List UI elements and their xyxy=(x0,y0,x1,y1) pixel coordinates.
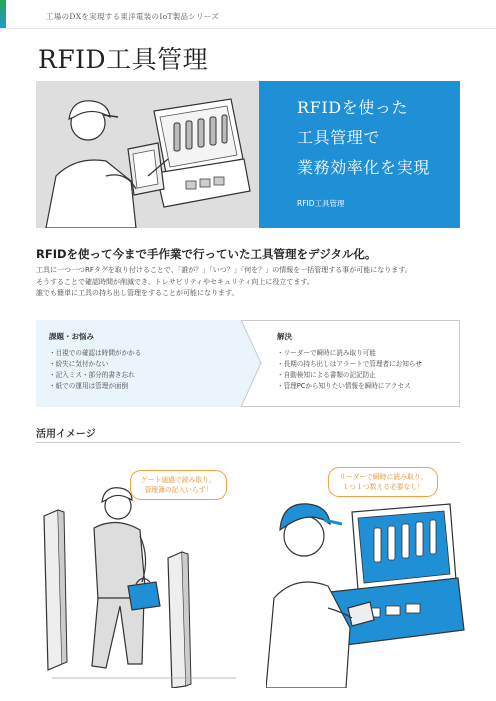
list-item: ・リーダーで瞬時に読み取り可能 xyxy=(277,349,376,357)
bubble-line: １つ１つ数える必要なし！ xyxy=(342,483,424,491)
bubble-line: リーダーで瞬時に読み取り。 xyxy=(339,473,428,481)
issues-list xyxy=(49,348,141,392)
header-rule xyxy=(0,28,496,29)
series-label: 工場のDXを実現する東洋電装のIoT製品シリーズ xyxy=(46,12,220,21)
solutions-column xyxy=(265,321,461,406)
page-header xyxy=(0,0,496,28)
list-item: ・紛失に気付かない xyxy=(49,360,109,368)
usage-section-title: 活用イメージ xyxy=(36,429,96,440)
intro-paragraph: そうすることで確認時間が削減でき、トレサビリティやセキュリティ向上に役立てます。 xyxy=(36,277,314,286)
intro-paragraph: 工具に一つ一つRFタグを取り付けることで、「誰が？」「いつ？」「何を？」の情報を一括管理する事が可能になります。 xyxy=(36,266,412,274)
intro-paragraph: 誰でも簡単に工具の持ち出し管理をすることが可能になります。 xyxy=(36,289,239,297)
issues-heading: 課題・お悩み xyxy=(49,332,94,341)
speech-bubble-gate xyxy=(130,470,227,500)
issues-column xyxy=(37,321,237,406)
worker-with-tablet-illustration xyxy=(36,81,259,228)
bubble-line: ゲート通過で読み取り。 xyxy=(141,476,216,484)
list-item: ・目視での確認は時間がかかる xyxy=(49,349,142,357)
usage-section-rule xyxy=(36,442,460,443)
solutions-heading: 解決 xyxy=(277,332,292,341)
intro-body xyxy=(36,265,466,300)
issues-solutions-box xyxy=(36,320,460,407)
hero-line-3: 業務効率化を実現 xyxy=(297,158,430,177)
hero xyxy=(36,81,460,228)
page-title: RFID工具管理 xyxy=(38,45,209,74)
list-item: ・自動検知による書類の記記防止 xyxy=(277,371,376,379)
hero-message-panel xyxy=(259,81,460,228)
hero-illustration xyxy=(36,81,259,228)
header-accent-bar xyxy=(0,0,6,28)
intro-headline: RFIDを使って今まで手作業で行っていた工具管理をデジタル化。 xyxy=(36,247,377,261)
solutions-list xyxy=(277,348,422,392)
list-item: ・記入ミス・部分的書き忘れ xyxy=(49,371,135,379)
hero-line-1: RFIDを使った xyxy=(297,98,409,117)
list-item: ・長期の持ち出しはアラートで管理者にお知らせ xyxy=(277,360,422,368)
list-item: ・管理PCから知りたい情報を瞬時にアクセス xyxy=(277,382,411,390)
speech-bubble-reader xyxy=(328,467,438,497)
bubble-line: 管理簿の記入いらず！ xyxy=(144,486,213,494)
hero-line-2: 工具管理で xyxy=(297,128,381,147)
hero-subtitle: RFID工具管理 xyxy=(297,199,345,208)
list-item: ・紙での運用は管理が面倒 xyxy=(49,382,129,390)
